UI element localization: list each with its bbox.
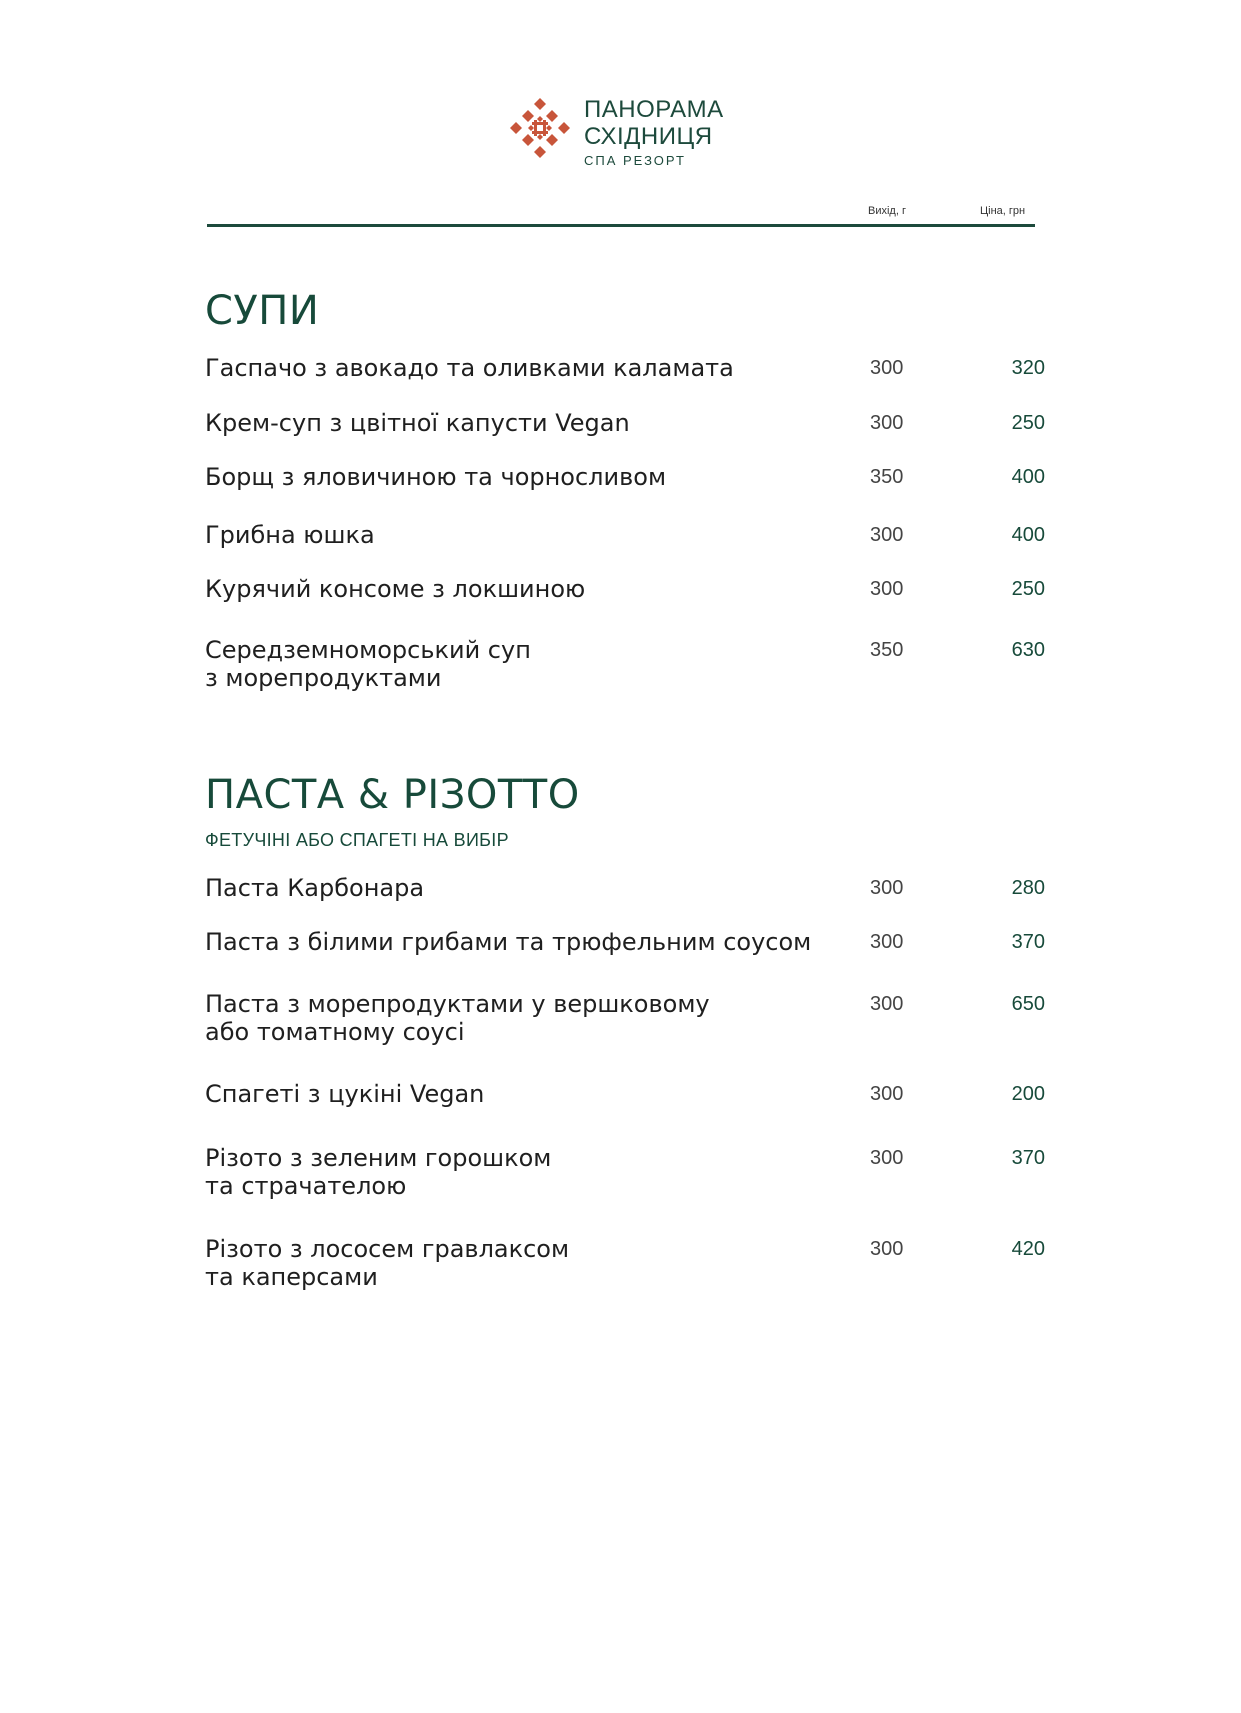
item-name: Середземноморський суп з морепродуктами xyxy=(205,636,531,692)
item-weight: 300 xyxy=(870,578,904,600)
item-weight: 300 xyxy=(870,412,904,434)
item-name: Паста з білими грибами та трюфельним соусом xyxy=(205,928,812,956)
item-price: 400 xyxy=(1011,466,1045,488)
item-price: 370 xyxy=(1011,1147,1045,1169)
item-weight: 300 xyxy=(870,877,904,899)
item-price: 650 xyxy=(1011,993,1045,1015)
item-name: Різото з зеленим горошком та страчателою xyxy=(205,1144,552,1200)
ornament-logo-icon xyxy=(508,96,572,160)
item-name: Паста з морепродуктами у вершковому або томатному соусі xyxy=(205,990,710,1046)
item-name: Грибна юшка xyxy=(205,521,375,549)
item-name: Різото з лососем гравлаксом та каперсами xyxy=(205,1235,570,1291)
logo-line-3: СПА РЕЗОРТ xyxy=(584,153,686,168)
item-name: Курячий консоме з локшиною xyxy=(205,575,586,603)
item-price: 420 xyxy=(1011,1238,1045,1260)
item-weight: 300 xyxy=(870,357,904,379)
logo-line-2: СХІДНИЦЯ xyxy=(584,123,713,150)
item-price: 630 xyxy=(1011,639,1045,661)
item-name: Спагеті з цукіні Vegan xyxy=(205,1080,485,1108)
section-title-soups: СУПИ xyxy=(205,288,320,334)
item-price: 370 xyxy=(1011,931,1045,953)
header-divider xyxy=(207,224,1035,227)
section-subtitle: ФЕТУЧІНІ АБО СПАГЕТІ НА ВИБІР xyxy=(205,830,509,850)
section-title-pasta-risotto: ПАСТА & РІЗОТТО xyxy=(205,772,580,818)
item-weight: 300 xyxy=(870,1147,904,1169)
item-weight: 300 xyxy=(870,524,904,546)
item-name: Борщ з яловичиною та чорносливом xyxy=(205,463,667,491)
logo-line-1: ПАНОРАМА xyxy=(584,96,724,123)
column-header-price: Ціна, грн xyxy=(980,205,1026,217)
item-price: 320 xyxy=(1011,357,1045,379)
resort-logo xyxy=(508,92,728,172)
item-weight: 300 xyxy=(870,993,904,1015)
item-weight: 350 xyxy=(870,639,904,661)
item-price: 280 xyxy=(1011,877,1045,899)
item-weight: 300 xyxy=(870,931,904,953)
item-name: Гаспачо з авокадо та оливками каламата xyxy=(205,354,734,382)
item-price: 200 xyxy=(1011,1083,1045,1105)
item-weight: 300 xyxy=(870,1238,904,1260)
column-header-weight: Вихід, г xyxy=(868,205,906,217)
item-price: 250 xyxy=(1011,578,1045,600)
item-weight: 350 xyxy=(870,466,904,488)
item-price: 250 xyxy=(1011,412,1045,434)
logo-wordmark xyxy=(584,98,724,167)
item-name: Паста Карбонара xyxy=(205,874,425,902)
item-name: Крем-суп з цвітної капусти Vegan xyxy=(205,409,630,437)
item-weight: 300 xyxy=(870,1083,904,1105)
item-price: 400 xyxy=(1011,524,1045,546)
